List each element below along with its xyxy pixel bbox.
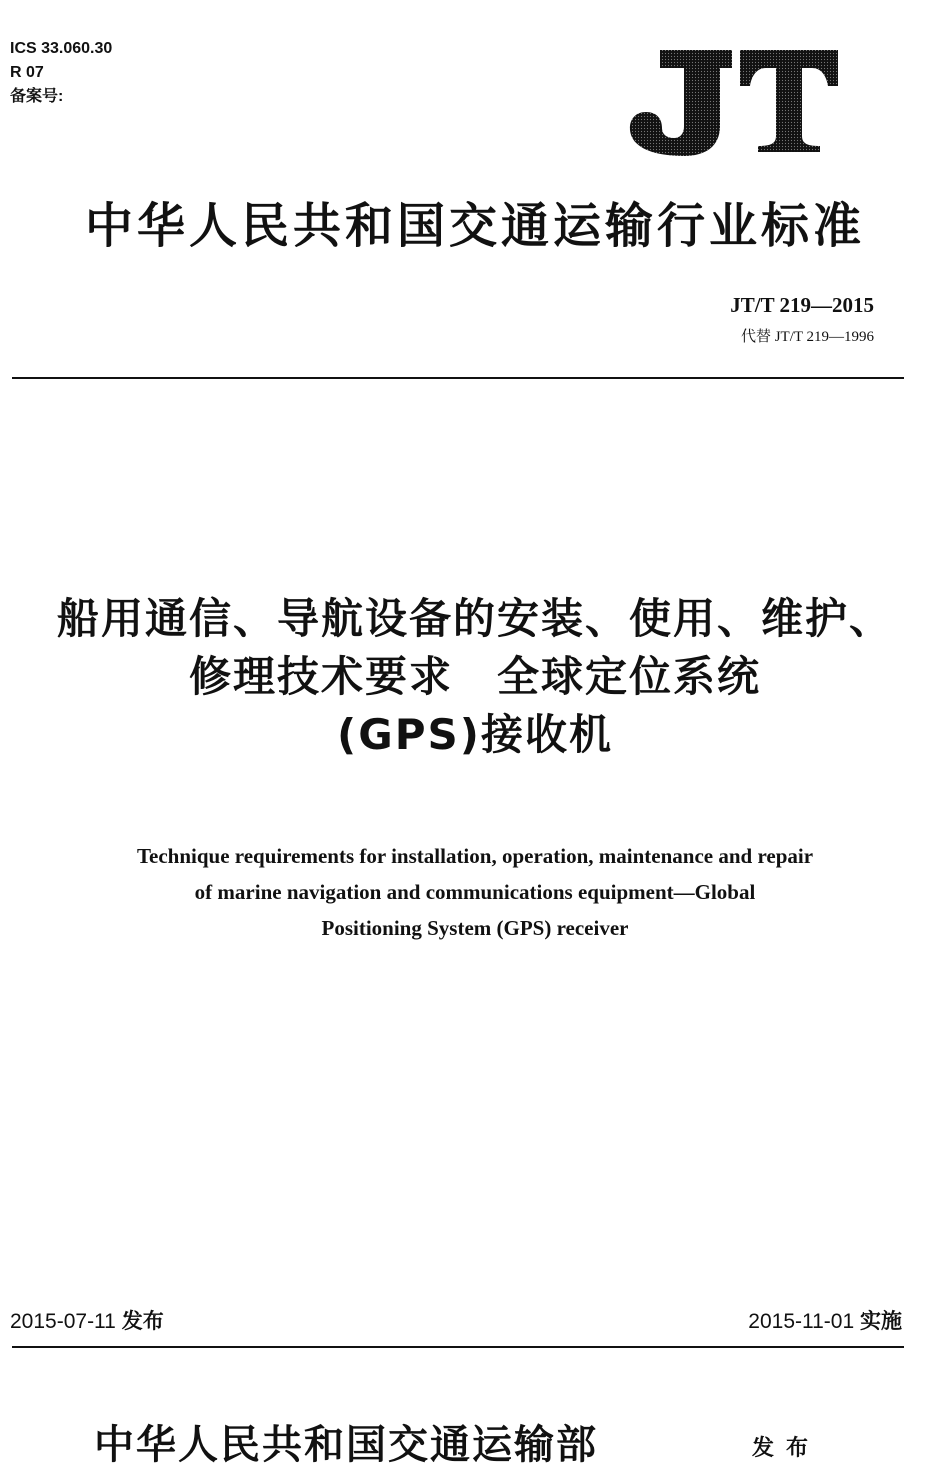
publisher-name: 中华人民共和国交通运输部 (94, 1421, 598, 1468)
header-meta (10, 37, 112, 109)
issue-date-block (10, 1308, 164, 1336)
bottom-divider (12, 1346, 904, 1348)
english-title-line-1: Technique requirements for installation, operation, maintenance and repair (136, 844, 814, 868)
authority-title: 中华人民共和国交通运输行业标准 (84, 198, 865, 254)
standard-number: JT/T 219—2015 (730, 293, 874, 317)
standard-number-block (730, 292, 874, 348)
implement-date-block (748, 1308, 902, 1336)
replaces-standard: 代替 JT/T 219—1996 (740, 329, 874, 345)
chinese-title-line-3: (GPS)接收机 (337, 710, 613, 759)
filing-number-label: 备案号: (10, 88, 64, 105)
english-title (0, 838, 950, 946)
implement-label: 实施 (860, 1310, 902, 1333)
class-code: R 07 (10, 64, 44, 81)
issue-label: 发布 (121, 1310, 164, 1333)
top-divider (12, 377, 904, 379)
publisher-action: 发布 (752, 1436, 821, 1461)
chinese-title-line-1: 船用通信、导航设备的安装、使用、维护、 (56, 594, 893, 643)
english-title-line-2: of marine navigation and communications equipment—Global (194, 880, 756, 904)
chinese-title-line-2: 修理技术要求 全球定位系统 (188, 652, 761, 701)
implement-date: 2015-11-01 (748, 1310, 855, 1333)
english-title-line-3: Positioning System (GPS) receiver (321, 916, 629, 940)
issue-date: 2015-07-11 (10, 1310, 116, 1333)
jt-logo-icon (628, 40, 840, 160)
chinese-title (0, 590, 950, 764)
ics-code: ICS 33.060.30 (10, 40, 113, 57)
